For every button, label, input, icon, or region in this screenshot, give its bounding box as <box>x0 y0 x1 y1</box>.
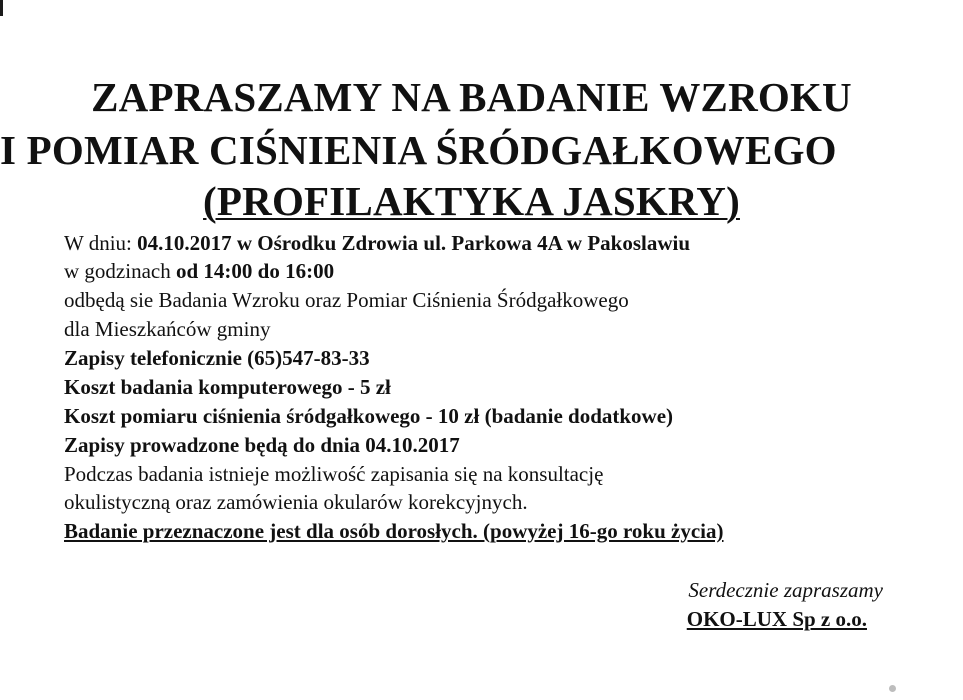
phone-signup-line: Zapisy telefonicznie (65)547-83-33 <box>64 346 370 370</box>
date-place-line <box>64 230 690 256</box>
title-line-3: (PROFILAKTYKA JASKRY) <box>203 178 740 224</box>
signature-company: OKO-LUX Sp z o.o. <box>686 607 867 631</box>
signup-deadline-line: Zapisy prowadzone będą do dnia 04.10.2017 <box>64 433 460 457</box>
glasses-line: okulistyczną oraz zamówienia okularów korekcyjnych. <box>64 490 528 514</box>
title-line-2 <box>0 127 963 173</box>
adults-only-line: Badanie przeznaczone jest dla osób dorosłych. (powyżej 16-go roku życia) <box>64 519 724 543</box>
date-place-value: 04.10.2017 w Ośrodku Zdrowia ul. Parkowa 4A w Pakoslawiu <box>137 231 691 255</box>
scan-speck <box>889 685 896 692</box>
hours-line <box>64 258 334 284</box>
hours-prefix: w godzinach <box>64 259 176 283</box>
title-line-2-text: I POMIAR CIŚNIENIA ŚRÓDGAŁKOWEGO <box>0 127 837 173</box>
consultation-line: Podczas badania istnieje możliwość zapisania się na konsultację <box>64 462 604 486</box>
services-line: odbędą sie Badania Wzroku oraz Pomiar Ciśnienia Śródgałkowego <box>64 288 629 312</box>
hours-value: od 14:00 do 16:00 <box>175 259 335 283</box>
title-line-1: ZAPRASZAMY NA BADANIE WZROKU <box>91 74 852 120</box>
scan-edge-mark <box>0 0 3 16</box>
signature-greeting: Serdecznie zapraszamy <box>688 578 883 602</box>
residents-line: dla Mieszkańców gminy <box>64 317 271 341</box>
exam-cost-line: Koszt badania komputerowego - 5 zł <box>64 375 391 399</box>
date-prefix: W dniu: <box>64 231 138 255</box>
pressure-cost-line: Koszt pomiaru ciśnienia śródgałkowego - 10 zł (badanie dodatkowe) <box>64 404 674 428</box>
